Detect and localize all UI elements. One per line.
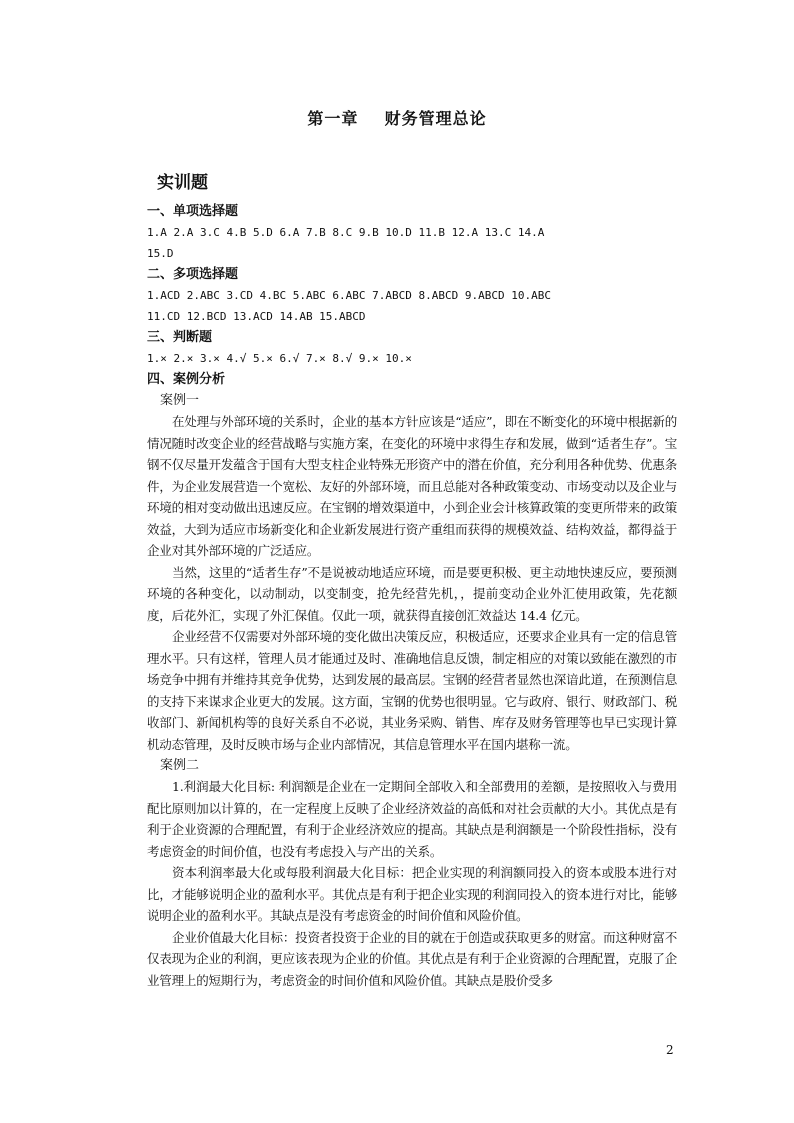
- case-one-paragraph: 当然，这里的“适者生存”不是说被动地适应环境，而是要更积极、更主动地快速反应，要预测环境的各种变化，以动制动，以变制变，抢先经营先机，，提前变动企业外汇使用政策，先花额度，后花外汇，实现了外汇保值。仅此一项，就获得直接创汇效益达 14.4 亿元。: [147, 564, 677, 623]
- single-choice-answers-line-2: 15.D: [147, 247, 174, 260]
- multiple-choice-answers-line-1: 1.ACD 2.ABC 3.CD 4.BC 5.ABC 6.ABC 7.ABCD 8.ABCD 9.ABCD 10.ABC: [147, 289, 551, 302]
- single-choice-answers-line-1: 1.A 2.A 3.C 4.B 5.D 6.A 7.B 8.C 9.B 10.D 11.B 12.A 13.C 14.A: [147, 226, 545, 239]
- case-two-label: 案例二: [160, 758, 200, 773]
- chapter-title: 第一章 财务管理总论: [307, 109, 487, 128]
- case-two-paragraph: 企业价值最大化目标：投资者投资于企业的目的就在于创造或获取更多的财富。而这种财富不仅表现为企业的利润，更应该表现为企业的价值。其优点是有利于企业资源的合理配置，克服了企业管理上的短期行为，考虑资金的时间价值和风险价值。其缺点是股价受多: [147, 929, 677, 988]
- page-number: 2: [666, 1043, 674, 1057]
- case-one-paragraph: 在处理与外部环境的关系时，企业的基本方针应该是“适应”，即在不断变化的环境中根据新的情况随时改变企业的经营战略与实施方案，在变化的环境中求得生存和发展，做到“适者生存”。宝钢不仅尽量开发蕴含于国有大型支柱企业特殊无形资产中的潜在价值，充分利用各种优势、优惠条件，为企业发展营造一个宽松、友好的外部环境，而且总能对各种政策变动、市场变动以及企业与环境的相对变动做出迅速反应。在宝钢的增效渠道中，小到企业会计核算政策的变更所带来的政策效益，大到为适应市场新变化和企业新发展进行资产重组而获得的规模效益、结构效益，都得益于企业对其外部环境的广泛适应。: [147, 414, 677, 558]
- multiple-choice-heading: 二、多项选择题: [147, 267, 239, 282]
- single-choice-heading: 一、单项选择题: [147, 204, 239, 219]
- true-false-heading: 三、判断题: [147, 330, 213, 345]
- case-analysis-heading: 四、案例分析: [147, 372, 226, 387]
- answer-content: [147, 201, 677, 991]
- section-title: 实训题: [157, 173, 208, 193]
- case-one-label: 案例一: [160, 393, 200, 408]
- case-one-paragraph: 企业经营不仅需要对外部环境的变化做出决策反应，积极适应，还要求企业具有一定的信息管理水平。只有这样，管理人员才能通过及时、准确地信息反馈，制定相应的对策以致能在激烈的市场竞争中拥有并维持其竞争优势，达到发展的最高层。宝钢的经营者显然也深谙此道，在预测信息的支持下来谋求企业更大的发展。这方面，宝钢的优势也很明显。它与政府、银行、财政部门、税收部门、新闻机构等的良好关系自不必说，其业务采购、销售、库存及财务管理等也早已实现计算机动态管理，及时反映市场与企业内部情况，其信息管理水平在国内堪称一流。: [147, 629, 677, 752]
- case-two-paragraph: 1.利润最大化目标: 利润额是企业在一定期间全部收入和全部费用的差额，是按照收入与费用配比原则加以计算的，在一定程度上反映了企业经济效益的高低和对社会贡献的大小。其优点是有利于企业资源的合理配置，有利于企业经济效应的提高。其缺点是利润额是一个阶段性指标，没有考虑资金的时间价值，也没有考虑投入与产出的关系。: [147, 779, 677, 859]
- case-two-paragraph: 资本利润率最大化或每股利润最大化目标：把企业实现的利润额同投入的资本或股本进行对比，才能够说明企业的盈利水平。其优点是有利于把企业实现的利润同投入的资本进行对比，能够说明企业的盈利水平。其缺点是没有考虑资金的时间价值和风险价值。: [147, 865, 677, 923]
- multiple-choice-answers-line-2: 11.CD 12.BCD 13.ACD 14.AB 15.ABCD: [147, 310, 366, 323]
- true-false-answers: 1.× 2.× 3.× 4.√ 5.× 6.√ 7.× 8.√ 9.× 10.×: [147, 352, 412, 365]
